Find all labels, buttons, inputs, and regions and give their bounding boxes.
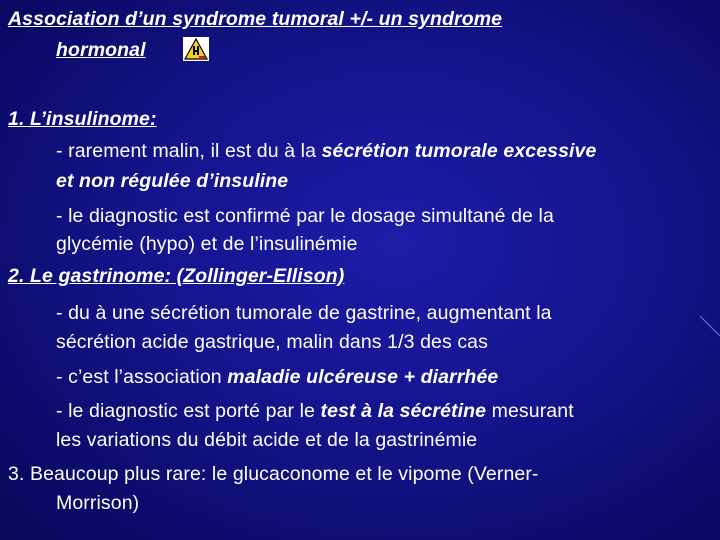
section3-line1: 3. Beaucoup plus rare: le glucaconome et le vipome (Verner-	[8, 463, 539, 485]
section2-line3: - c’est l’association maladie ulcéreuse + diarrhée	[56, 366, 499, 388]
section1-line4: glycémie (hypo) et de l’insulinémie	[56, 233, 358, 255]
section2-title: 2. Le gastrinome: (Zollinger-Ellison)	[8, 265, 345, 287]
section2-line4: - le diagnostic est porté par le test à la sécrétine mesurant	[56, 400, 574, 422]
section2-line2: sécrétion acide gastrique, malin dans 1/3 des cas	[56, 331, 488, 353]
section3-line2: Morrison)	[56, 492, 140, 514]
slide-heading-line1: Association d’un syndrome tumoral +/- un syndrome	[8, 8, 503, 30]
section1-line1: - rarement malin, il est du à la sécrétion tumorale excessive	[56, 140, 597, 162]
section1-line2: et non régulée d’insuline	[56, 170, 289, 192]
section2-line5: les variations du débit acide et de la gastrinémie	[56, 429, 478, 451]
section1-title: 1. L’insulinome:	[8, 108, 157, 130]
warning-hand-icon	[183, 37, 209, 61]
decorative-line	[700, 312, 720, 340]
section2-line1: - du à une sécrétion tumorale de gastrine, augmentant la	[56, 302, 552, 324]
slide-heading-line2: hormonal	[56, 39, 146, 61]
section1-line3: - le diagnostic est confirmé par le dosage simultané de la	[56, 205, 554, 227]
